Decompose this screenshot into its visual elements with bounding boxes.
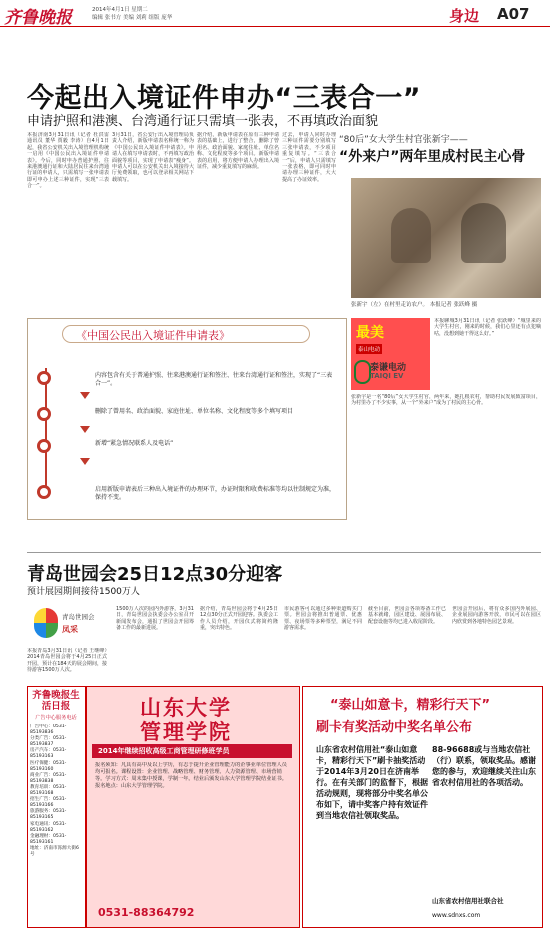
ad-title: 最美 [356, 325, 384, 341]
article-column: 世园会开园后，将有众多国内外展园、企业展园向游客开放，市民可以在园区内欣赏到各地特色园艺景观。 [452, 606, 541, 625]
editor-credits: 编辑 张书方 美编 刘莉 组版 庞华 [92, 15, 173, 21]
sidebar-body: 张新宇是一名“80后”女大学生村官，两年来，她扎根农村，帮助村民发展致富项目，为村里办了不少实事，从一个“外来户”成为了村民的主心骨。 [351, 394, 541, 407]
list-item: 金融理财：0531-85193161 [30, 833, 67, 845]
school-ad-title: 管理学院 [140, 720, 232, 744]
article-column: 本报济南3月31日讯（记者 杜洪雷 通讯员 董华 贾毅 李涛）自4月1日起，我省公安机关出入境管理机构统一启用《中国公民出入境证件申请表》。今后，同时申办普通护照、往来港澳通行证和大陆居民往来台湾通行证的申请人，只需填写一张申请表即可申办上述三种证件，实现“三表合一”。 [27, 132, 109, 190]
ad-brand: 泰谦电动 [370, 363, 407, 373]
school-ad-title: 山东大学 [140, 696, 232, 720]
section-name: 身边 [449, 7, 480, 25]
story2-subhead: 预计展园期间接待1500万人 [27, 587, 140, 597]
card-ad-body: 山东省农村信用社“泰山如意卡，精彩行天下”刷卡抽奖活动于2014年3月20日在济南举行。在有关部门的监督下，根据活动规则，现将部分中奖名单公布如下，请中奖客户持有效证件到当地农信社领取奖品。 [316, 745, 428, 820]
ad-slogan: 泰山电动 [356, 344, 382, 354]
list-item: 地址：济南市泺源大街6号 [30, 845, 79, 857]
sidebar-body: 本报聊城3月31日讯（记者 张跃峰）“城里来的大学生村官，刚来的时候，我们心里还有点犯嘀咕，没想到她干得这么好。” [434, 318, 541, 337]
story2-headline: 青岛世园会25日12点30分迎客 [27, 564, 283, 585]
school-ad-banner-text: 2014年继续招收高级工商管理研修班学员 [98, 747, 230, 755]
article-column: 本报青岛3月31日讯（记者 王继峰）2014青岛世园会将于4月25日正式开园，预计在184天的展会期间，接待游客1500万人次。 [27, 648, 107, 674]
ad-brand-english: TAIQI EV [370, 372, 404, 380]
list-item: 家电通讯：0531-85193162 [30, 821, 67, 833]
list-item: 房产汽车：0531-85193163 [30, 748, 67, 760]
flow-step [37, 438, 337, 454]
main-headline: 今起出入境证件申办“三表合一” [27, 83, 421, 114]
arrow-down-icon [80, 426, 90, 433]
newspaper-logo: 齐鲁晚报 [4, 8, 72, 28]
card-ad-body: 88-96688或与当地农信社（行）联系，领取奖品。感谢您的参与，欢迎继续关注山东省农村信用社的各项活动。 [432, 745, 536, 787]
step-icon [37, 407, 51, 421]
school-ad-phone: 0531-88364792 [98, 906, 195, 919]
classifieds-title: 齐鲁晚报生活日报 [32, 690, 80, 712]
card-ad-url: www.sdnxs.com [432, 912, 481, 919]
photo-caption: 张新宇（左）在村里走访农户。 本报记者 张跃峰 摄 [351, 302, 478, 308]
issue-date: 2014年4月1日 星期二 [92, 7, 148, 13]
list-item: 分类广告：0531-85193837 [30, 736, 67, 748]
flow-title: 《中国公民出入境证件申请表》 [76, 329, 230, 342]
article-column: 过去，申请人同时办理三种证件需要分别填写三张申请表，不少项目重复填写。“三表合一”后，申请人只需填写一张表格，即可同时申请办理三种证件，大大提高了办证效率。 [282, 132, 336, 183]
step-icon [37, 371, 51, 385]
flow-step [37, 406, 337, 422]
flow-connector [45, 368, 47, 496]
flow-step [37, 370, 337, 386]
article-column: 据介绍，新版申请表在原有三种申请表的基础上，进行了整合，删除了曾用名、政治面貌、家庭住址、单位名称、文化程度等多个项目。新版申请表的启用，将方便申请人办理出入境证件，减少重复填写的麻烦。 [197, 132, 279, 171]
news-photo [351, 178, 541, 298]
flow-step-label: 启用新版申请表后三种出入境证件的办理环节，办证时限和收费标准等均以往制规定为准，保持不变。 [95, 486, 336, 501]
list-item: 旅游服务：0531-85193165 [30, 809, 67, 821]
flow-step-label: 内容包含有关于普通护照、往来港澳通行证和签注、往来台湾通行证和签注，实现了“三表合一”。 [95, 372, 333, 387]
classifieds-subtitle: 广告中心服务电话 [35, 715, 77, 721]
flow-step-label: 删除了曾用名、政治面貌、家庭住址、单位名称、文化程度等多个填写项目 [95, 408, 294, 415]
article-column: 3月31日，省公安厅出入境管理局负责人介绍，新版申请表名称统一称为《中国公民出入境证件申请表》。申请人在填写申请表时，不再填写政治面貌等项目，实现了申请表“瘦身”。申请人可以在公安机关出入境接待大厅免费领取，也可以登录相关网站下载填写。 [112, 132, 194, 183]
sidebar-kicker: “80后”女大学生村官张新宇—— [339, 135, 468, 145]
flow-step-label: 新增“紧急情况联系人及电话” [95, 440, 174, 447]
step-icon [37, 485, 51, 499]
step-icon [37, 439, 51, 453]
main-subhead: 申请护照和港澳、台湾通行证只需填一张表，不再填政治面貌 [27, 114, 379, 129]
list-item: 招生广告：0531-85193166 [30, 797, 67, 809]
card-ad-title: 刷卡有奖活动中奖名单公布 [316, 720, 473, 735]
expo-logo-icon [34, 608, 58, 638]
article-column: 据介绍，青岛世园会将于4月25日12点30分正式开园迎客。执委会工作人员介绍，开园仪式将简约隆重，突出特色。 [200, 606, 278, 632]
card-ad-title: “泰山如意卡，精彩行天下” [330, 698, 491, 713]
arrow-down-icon [80, 392, 90, 399]
article-column: 截至目前，世园会各项筹备工作已基本就绪，园区建设、展园布展、配套设施等均已进入收尾阶段。 [368, 606, 446, 625]
sidebar-title: “外来户”两年里成村民主心骨 [339, 149, 526, 165]
section-divider [27, 552, 541, 553]
card-ad-sponsor: 山东省农村信用社联合社 [432, 897, 504, 905]
list-item: 教育培训：0531-85193168 [30, 784, 67, 797]
arrow-down-icon [80, 458, 90, 465]
article-column: 市民游客可以通过多种渠道购买门票。世园会将推出普通票、优惠票、夜场票等多种票型，满足不同游客需求。 [284, 606, 362, 632]
article-column: 1500万人次的园内外游客，3月31日，青岛世园会执委会办公室召开新闻发布会，通报了世园会开园筹备工作的最新进展。 [116, 606, 194, 632]
brand-logo-icon [354, 360, 371, 384]
classifieds-list [30, 724, 82, 922]
page-number: A07 [497, 5, 530, 23]
flow-step [37, 484, 337, 500]
list-item: 广告中心：0531-85193836 [30, 724, 67, 736]
school-ad-body: 报名须知：凡具有高中及以上学历，有志于提升企业管理能力的企事业单位管理人员均可报名。课程设置：企业管理、战略管理、财务管理、人力资源管理、市场营销等。学习方式：周末集中授课，学制一年。结业后颁发山东大学管理学院结业证书。报名地点：山东大学管理学院。 [95, 762, 287, 789]
expo-logo-name: 青岛世园会 [62, 613, 95, 621]
list-item: 医疗保健：0531-85193160 [30, 760, 67, 772]
list-item: 商业广告：0531-85193838 [30, 772, 67, 784]
expo-mascot-name: 凤采 [62, 625, 78, 634]
